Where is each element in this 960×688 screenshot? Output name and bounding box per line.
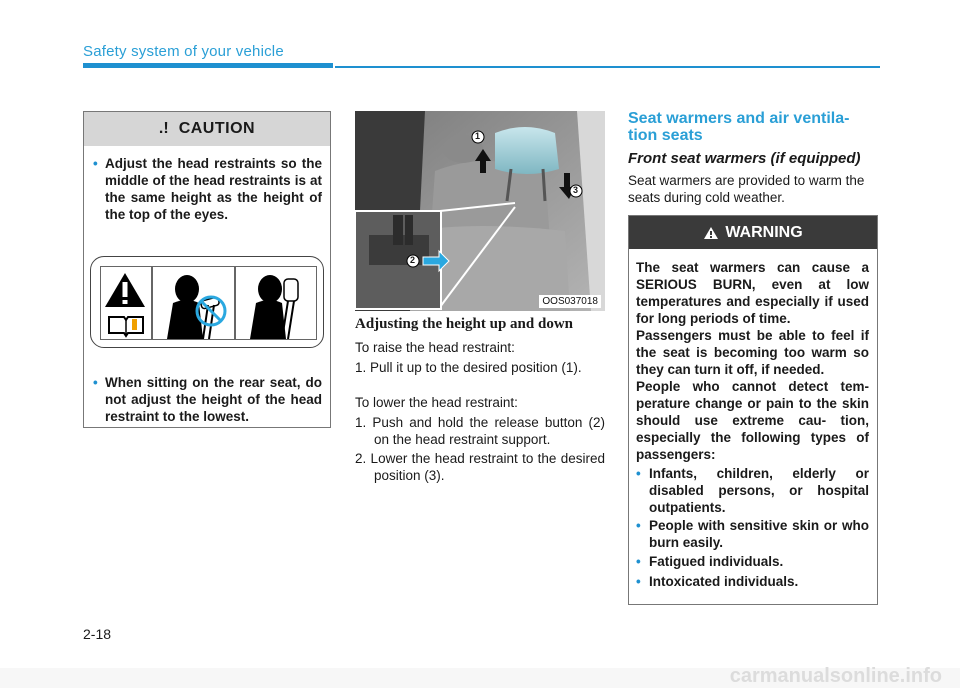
warning-bullet-1: • Infants, children, elderly or disabled persons, or hospital outpatients.	[636, 466, 869, 515]
raise-step-1: 1. Pull it up to the desired position (1).	[355, 360, 582, 375]
caution-bullet-2: • When sitting on the rear seat, do not adjust the height of the head restraint to the lowest.	[93, 375, 322, 424]
bullet-dot-icon: •	[93, 156, 98, 171]
caution-box	[83, 111, 331, 428]
bullet-dot-icon: •	[636, 554, 641, 569]
header-rule	[335, 66, 880, 68]
section-header-title: Safety system of your vehicle	[83, 43, 284, 60]
warning-triangle-icon	[101, 267, 151, 339]
warning-header	[629, 216, 877, 249]
wrong-position-panel	[152, 266, 235, 340]
warning-symbol-panel	[100, 266, 152, 340]
bullet-dot-icon: •	[636, 466, 641, 481]
footer-watermark: carmanualsonline.info	[729, 665, 942, 687]
caution-label: CAUTION	[178, 120, 256, 137]
head-restraint-low-wrong-icon	[153, 267, 234, 339]
photo-marker-3: 3	[573, 185, 579, 195]
bullet-dot-icon: •	[93, 375, 98, 390]
warning-box	[628, 215, 878, 605]
warning-paragraph-1: The seat warmers can cause a SERIOUS BURN, even at low temperatures and especially if used for long periods of time.	[636, 260, 869, 326]
seat-warmers-title: Seat warmers and air ventila- tion seats	[628, 110, 850, 144]
photo-marker-2: 2	[410, 255, 416, 265]
warning-paragraph-2: Passengers must be able to feel if the seat is becoming too warm so they can turn it off, if needed.	[636, 328, 869, 377]
lower-step-1: 1. Push and hold the release button (2) on the head restraint support.	[355, 415, 605, 447]
photo-code: OOS037018	[539, 295, 601, 308]
page-number: 2-18	[83, 626, 112, 642]
front-seat-warmers-subtitle: Front seat warmers (if equipped)	[628, 150, 861, 167]
bullet-dot-icon: •	[636, 574, 641, 589]
header-accent-bar	[83, 63, 333, 68]
caution-bullet-1: • Adjust the head restraints so the middle of the head restraints is at the same height as the height of the top of the eyes.	[93, 156, 322, 222]
head-restraint-correct-icon	[236, 267, 316, 339]
raise-intro: To raise the head restraint:	[355, 340, 515, 355]
adjust-heading: Adjusting the height up and down	[355, 316, 573, 332]
lower-intro: To lower the head restraint:	[355, 395, 518, 410]
warning-bullet-2: • People with sensitive skin or who burn easily.	[636, 518, 869, 550]
correct-position-panel	[235, 266, 317, 340]
caution-header	[84, 112, 330, 146]
head-restraint-illustration	[90, 256, 324, 348]
warning-paragraph-3: People who cannot detect tem- perature change or pain to the skin should use extreme cau- tion, especially the following types of passengers:	[636, 379, 869, 462]
warning-bullet-4: • Intoxicated individuals.	[636, 574, 799, 589]
bullet-dot-icon: •	[636, 518, 641, 533]
caution-exclamation-icon: .!	[158, 120, 169, 137]
lower-step-2: 2. Lower the head restraint to the desired position (3).	[355, 451, 605, 483]
seat-warmers-intro: Seat warmers are provided to warm the seats during cold weather.	[628, 173, 865, 205]
head-restraint-photo	[355, 111, 605, 311]
warning-triangle-icon	[703, 226, 719, 240]
photo-marker-1: 1	[475, 131, 481, 141]
warning-bullet-3: • Fatigued individuals.	[636, 554, 784, 569]
warning-label: WARNING	[725, 223, 803, 241]
